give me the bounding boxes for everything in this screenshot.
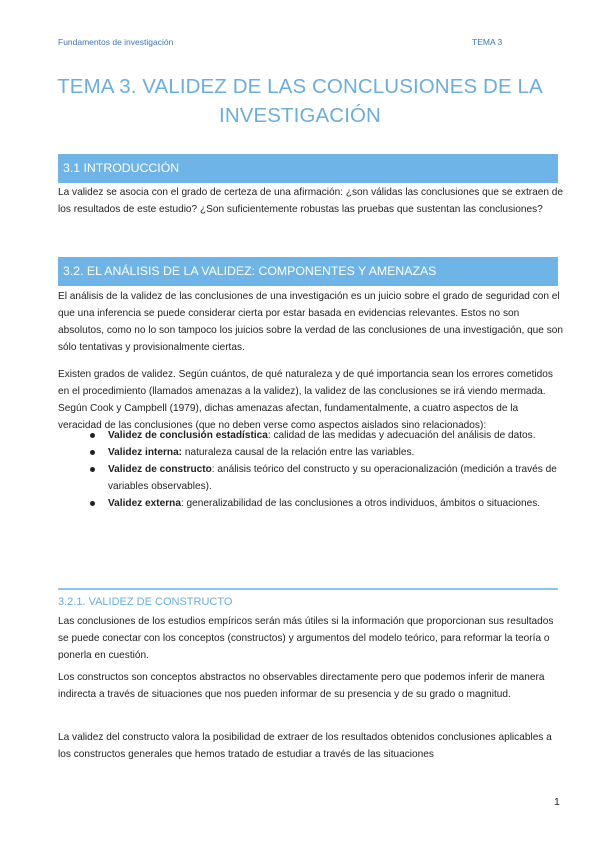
bullet-icon <box>90 433 95 438</box>
list-item-term: Validez de conclusión estadística <box>108 430 268 441</box>
section-heading-analisis-validez: 3.2. EL ANÁLISIS DE LA VALIDEZ: COMPONENTES Y AMENAZAS <box>58 257 558 286</box>
list-item-text: : análisis teórico del constructo y su operacionalización (medición a través de variables observables). <box>108 464 557 492</box>
list-item-text: : calidad de las medidas y adecuación del análisis de datos. <box>267 430 536 441</box>
list-item <box>88 461 558 495</box>
constructo-paragraph-3: La validez del constructo valora la posibilidad de extraer de los resultados obtenidos conclusiones aplicables a los constructos generales que hemos tratado de estudiar a través de las situaciones <box>58 732 552 760</box>
list-item-text: naturaleza causal de la relación entre las variables. <box>182 447 415 458</box>
list-item-term: Validez de constructo <box>108 464 212 475</box>
bullet-icon <box>90 467 95 472</box>
running-header-subject: Fundamentos de investigación <box>58 37 174 47</box>
bullet-icon <box>90 501 95 506</box>
bullet-icon <box>90 450 95 455</box>
list-item <box>88 427 558 444</box>
section-divider <box>58 588 558 590</box>
validity-types-list <box>88 427 558 512</box>
list-item-term: Validez externa <box>108 498 181 509</box>
list-item-text: : generalizabilidad de las conclusiones a otros individuos, ámbitos o situaciones. <box>180 498 541 509</box>
running-header-topic: TEMA 3 <box>472 37 503 47</box>
analisis-paragraph-2: Existen grados de validez. Según cuántos, de qué naturaleza y de qué importancia sean los errores cometidos en el procedimiento (llamados amenazas a la validez), la validez de las conclusiones se irá viendo mermada. Según Cook y Campbell (1979), dichas amenazas afectan, fundamentalmente, a cuatro aspectos de la veracidad de las conclusiones (que no deben verse como aspectos aislados sino relacionados): <box>58 369 553 431</box>
page-number: 1 <box>554 796 560 808</box>
list-item-term: Validez interna: <box>108 447 183 458</box>
section-heading-introduccion: 3.1 INTRODUCCIÓN <box>58 154 558 183</box>
list-item <box>88 495 558 512</box>
subsection-heading-validez-constructo: 3.2.1. VALIDEZ DE CONSTRUCTO <box>58 596 233 608</box>
intro-paragraph: La validez se asocia con el grado de certeza de una afirmación: ¿son válidas las conclusiones que se extraen de los resultados de este estudio? ¿Son suficientemente robustas las pruebas que sustentan las conclusiones? <box>58 187 563 215</box>
analisis-paragraph-1: El análisis de la validez de las conclusiones de una investigación es un juicio sobre el grado de seguridad con el que una inferencia se puede considerar cierta por estar basada en evidencias relevantes. Estos no son absolutos, como no lo son tampoco los juicios sobre la verdad de las conclusiones de una investigación, que son sólo tentativas y provisionalmente ciertas. <box>58 291 563 353</box>
constructo-paragraph-1: Las conclusiones de los estudios empíricos serán más útiles si la información que proporcionan sus resultados se puede conectar con los conceptos (constructos) y argumentos del modelo teórico, para reformar la teoría o ponerla en cuestión. <box>58 616 554 661</box>
list-item <box>88 444 558 461</box>
constructo-paragraph-2: Los constructos son conceptos abstractos no observables directamente pero que podemos inferir de manera indirecta a través de situaciones que nos pueden informar de su presencia y de su grado o magnitud. <box>58 672 545 700</box>
page-title: TEMA 3. VALIDEZ DE LAS CONCLUSIONES DE LA INVESTIGACIÓN <box>57 75 543 127</box>
